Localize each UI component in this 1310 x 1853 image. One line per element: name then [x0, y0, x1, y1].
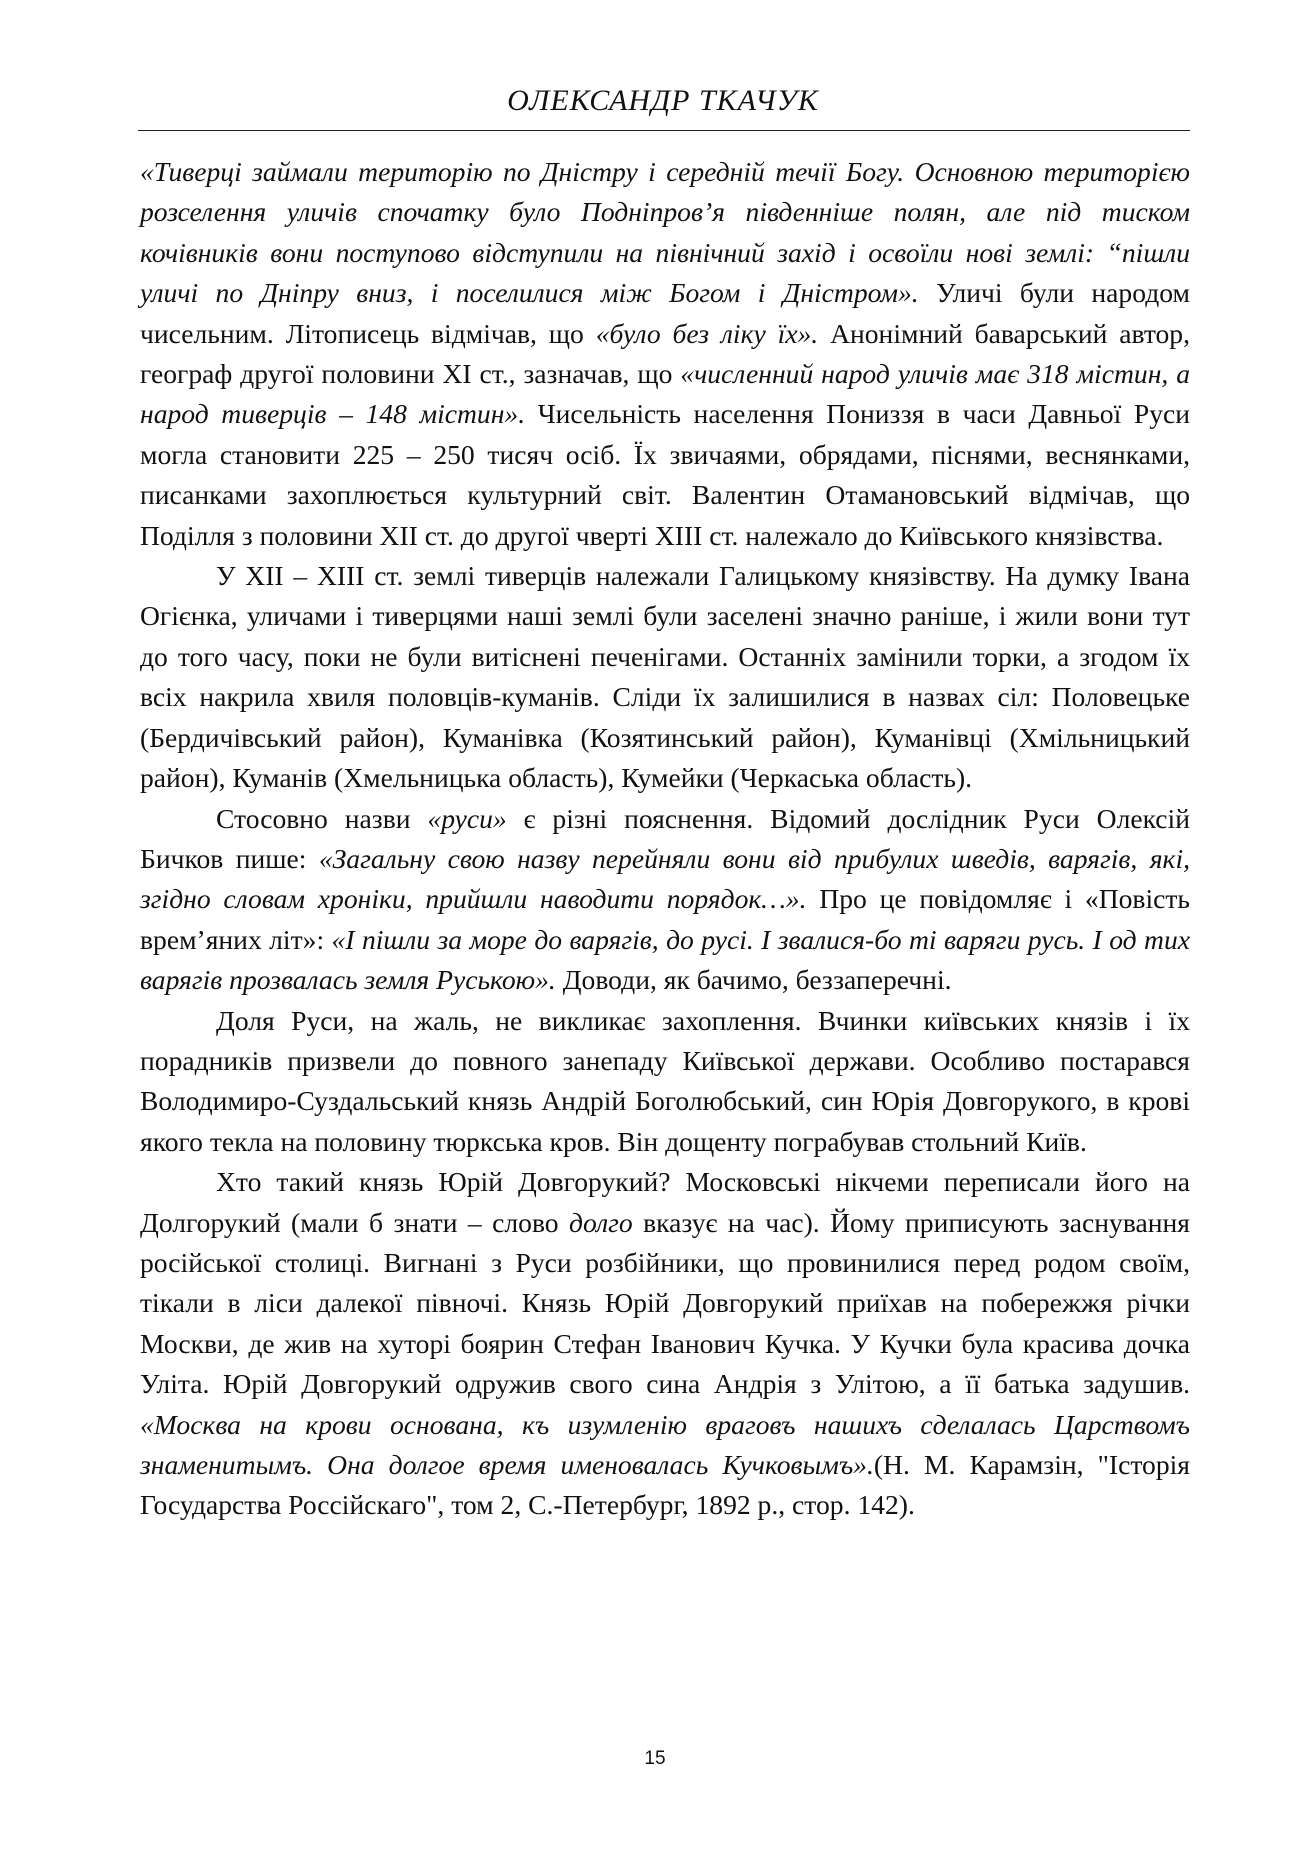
- italic-quote-text: «численний народ уличів має 318 містин, а народ тиверців – 148 містин».: [140, 358, 1190, 430]
- paragraph-3: [140, 799, 1190, 1001]
- page-number: 15: [644, 1748, 666, 1769]
- text-run: Хто такий князь Юрій Довгорукий? Московські нікчеми переписали його на Долгорукий (мали б знати – слово: [140, 1166, 1190, 1238]
- text-run: У ХІІ – ХІІІ ст. землі тиверців належали Галицькому князівству. На думку Івана Огієнка, уличами і тиверцями наші землі були заселені значно раніше, і жили вони тут до того часу, поки не були витіснені печенігами. Останніх замінили торки, а згодом їх всіх накрила хвиля половців-куманів. Сліди їх залишилися в назвах сіл: Половецьке (Бердичівський район), Куманівка (Козятинський район), Куманівці (Хмільницький район), Куманів (Хмельницька область), Кумейки (Черкаська область).: [140, 560, 1190, 794]
- italic-quote-text: «І пішли за море до варягів, до русі. І звалися-бо ті варяги русь. І од тих варягів прозвалась земля Руською».: [140, 923, 1190, 996]
- text-run: (Н. М. Карамзін, "Історія Государства Россійскаго", том 2, С.-Петербург, 1892 р., стор. 142).: [140, 1449, 1190, 1521]
- text-run: є різні пояснення. Відомий дослідник Руси Олексій Бичков пише:: [140, 802, 1190, 874]
- text-run: Стосовно назви: [216, 802, 428, 834]
- text-run: Чисельність населення Пониззя в часи Давньої Руси могла становити 225 – 250 тисяч осіб. Їх звичаями, обрядами, піснями, веснянками, писанками захоплюється культурний світ. Валентин Отамановський відмічав, що Поділля з половини ХІІ ст. до другої чверті ХІІІ ст. належало до Київського князівства.: [140, 398, 1191, 551]
- paragraph-2: [140, 556, 1190, 798]
- text-run: Доводи, як бачимо, беззаперечні.: [555, 964, 952, 996]
- text-run: Доля Руси, на жаль, не викликає захоплення. Вчинки київських князів і їх порадників призвели до повного занепаду Київської держави. Особливо постарався Володимиро-Суздальський князь Андрій Боголюбський, син Юрія Довгорукого, в крові якого текла на половину тюркська кров. Він дощенту пограбував стольний Київ.: [140, 1004, 1190, 1157]
- italic-quote-text: «Тиверці займали територію по Дністру і середній течії Богу. Основною територією розселення уличів спочатку було Подніпров’я південніше полян, але під тиском кочівників вони поступово відступили на північний захід і освоїли нові землі: “пішли уличі по Дніпру вниз, і поселилися між Богом і Дністром».: [140, 156, 1190, 309]
- italic-quote-text: «було без ліку їх».: [595, 317, 819, 349]
- italic-quote-text: «Москва на крови основана, къ изумленію враговъ нашихъ сделалась Царствомъ знаменитымъ. Она долгое время именовалась Кучковымъ».: [140, 1408, 1190, 1480]
- paragraph-4: [140, 1001, 1190, 1163]
- text-run: Уличі були народом чисельним. Літописець відмічав, що: [140, 277, 1190, 349]
- text-run: Про це повідомляє і «Повість врем’яних літ»:: [140, 883, 1191, 955]
- paragraph-1: [140, 152, 1190, 556]
- text-run: вказує на час). Йому приписують заснування російської столиці. Вигнані з Руси розбійники, що провинилися перед родом своїм, тікали в ліси далекої півночі. Князь Юрій Довгорукий приїхав на побережжя річки Москви, де жив на хуторі боярин Стефан Іванович Кучка. У Кучки була красива дочка Уліта. Юрій Довгорукий одружив свого сина Андрія з Улітою, а її батька задушив.: [140, 1206, 1190, 1400]
- text-run: Анонімний баварський автор, географ другої половини ХІ ст., зазначав, що: [140, 317, 1190, 390]
- paragraph-5: [140, 1162, 1190, 1526]
- running-header-author: ОЛЕКСАНДР ТКАЧУК: [507, 84, 819, 117]
- header-rule: [138, 130, 1190, 131]
- italic-quote-text: «Загальну свою назву перейняли вони від прибулих шведів, варягів, які, згідно словам хроніки, прийшли наводити порядок…».: [140, 842, 1191, 915]
- italic-quote-text: «руси»: [427, 802, 507, 834]
- italic-quote-text: долго: [569, 1206, 633, 1238]
- body-text: [140, 152, 1190, 1526]
